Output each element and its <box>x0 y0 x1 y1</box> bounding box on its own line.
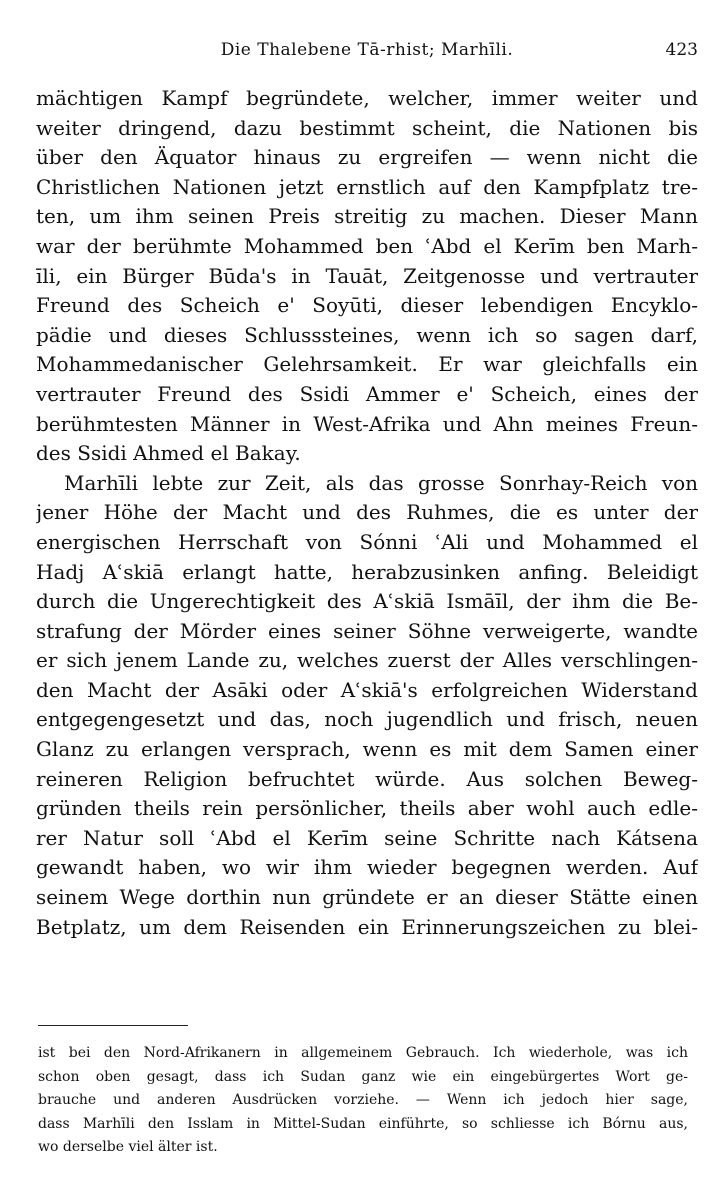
running-header <box>36 40 698 72</box>
text-line: Freund des Scheich e' Soyūti, dieser lebendigen Encyklo- <box>36 293 698 318</box>
text-line: mächtigen Kampf begründete, welcher, immer weiter und <box>36 86 698 110</box>
text-line: war der berühmte Mohammed ben ʿAbd el Kerīm ben Marh- <box>36 233 698 258</box>
text-line: über den Äquator hinaus zu ergreifen — wenn nicht die <box>36 145 698 170</box>
text-line: Mohammedanischer Gelehrsamkeit. Er war gleichfalls ein <box>36 352 698 377</box>
text-line: jener Höhe der Macht und des Ruhmes, die es unter der <box>36 500 698 525</box>
text-line: berühmtesten Männer in West-Afrika und Ahn meines Freun- <box>36 411 698 436</box>
footnote <box>38 1042 688 1160</box>
text-line: reineren Religion befruchtet würde. Aus solchen Beweg- <box>36 766 698 791</box>
text-line: gründen theils rein persönlicher, theils aber wohl auch edle- <box>36 796 698 821</box>
text-line: den Macht der Asāki oder Aʿskiā's erfolgreichen Widerstand <box>36 677 698 702</box>
footnote-line: dass Marhīli den Isslam in Mittel-Sudan einführte, so schliesse ich Bórnu aus, <box>38 1115 688 1132</box>
text-line: Hadj Aʿskiā erlangt hatte, herabzusinken anfing. Beleidigt <box>36 559 698 584</box>
footnote-separator <box>38 1025 188 1026</box>
text-line: strafung der Mörder eines seiner Söhne verweigerte, wandte <box>36 618 698 643</box>
footnote-line: schon oben gesagt, dass ich Sudan ganz wie ein eingebürgertes Wort ge- <box>38 1068 688 1085</box>
text-line: rer Natur soll ʿAbd el Kerīm seine Schritte nach Kátsena <box>36 825 698 850</box>
text-line: gewandt haben, wo wir ihm wieder begegnen werden. Auf <box>36 855 698 880</box>
main-text <box>36 84 698 942</box>
text-line: vertrauter Freund des Ssidi Ammer e' Scheich, eines der <box>36 381 698 406</box>
text-line: Glanz zu erlangen versprach, wenn es mit dem Samen einer <box>36 737 698 762</box>
text-line: īli, ein Bürger Būda's in Tauāt, Zeitgenosse und vertrauter <box>36 263 698 288</box>
text-line: Betplatz, um dem Reisenden ein Erinnerungszeichen zu blei- <box>36 914 698 939</box>
text-line: des Ssidi Ahmed el Bakay. <box>36 441 301 466</box>
footnote-line: brauche und anderen Ausdrücken vorziehe. — Wenn ich jedoch hier sage, <box>38 1092 688 1108</box>
text-line: weiter dringend, dazu bestimmt scheint, die Nationen bis <box>36 115 698 140</box>
footnote-line: ist bei den Nord-Afrikanern in allgemeinem Gebrauch. Ich wiederhole, was ich <box>38 1045 688 1061</box>
text-line: pädie und dieses Schlusssteines, wenn ich so sagen darf, <box>36 322 698 347</box>
text-line: Christlichen Nationen jetzt ernstlich auf den Kampfplatz tre- <box>36 174 698 199</box>
text-line: durch die Ungerechtigkeit des Aʿskiā Ismāīl, der ihm die Be- <box>36 589 698 614</box>
page-number: 423 <box>665 40 698 60</box>
paragraph-start-line: Marhīli lebte zur Zeit, als das grosse Sonrhay-Reich von <box>64 470 698 495</box>
footnote-line: wo derselbe viel älter ist. <box>38 1139 218 1155</box>
running-title: Die Thalebene Tā-rhist; Marhīli. <box>220 40 514 60</box>
text-line: er sich jenem Lande zu, welches zuerst der Alles verschlingen- <box>36 648 698 673</box>
text-line: ten, um ihm seinen Preis streitig zu machen. Dieser Mann <box>36 204 698 229</box>
text-line: entgegengesetzt und das, noch jugendlich und frisch, neuen <box>36 707 698 732</box>
text-line: seinem Wege dorthin nun gründete er an dieser Stätte einen <box>36 885 698 910</box>
text-line: energischen Herrschaft von Sónni ʿAli und Mohammed el <box>36 529 698 554</box>
